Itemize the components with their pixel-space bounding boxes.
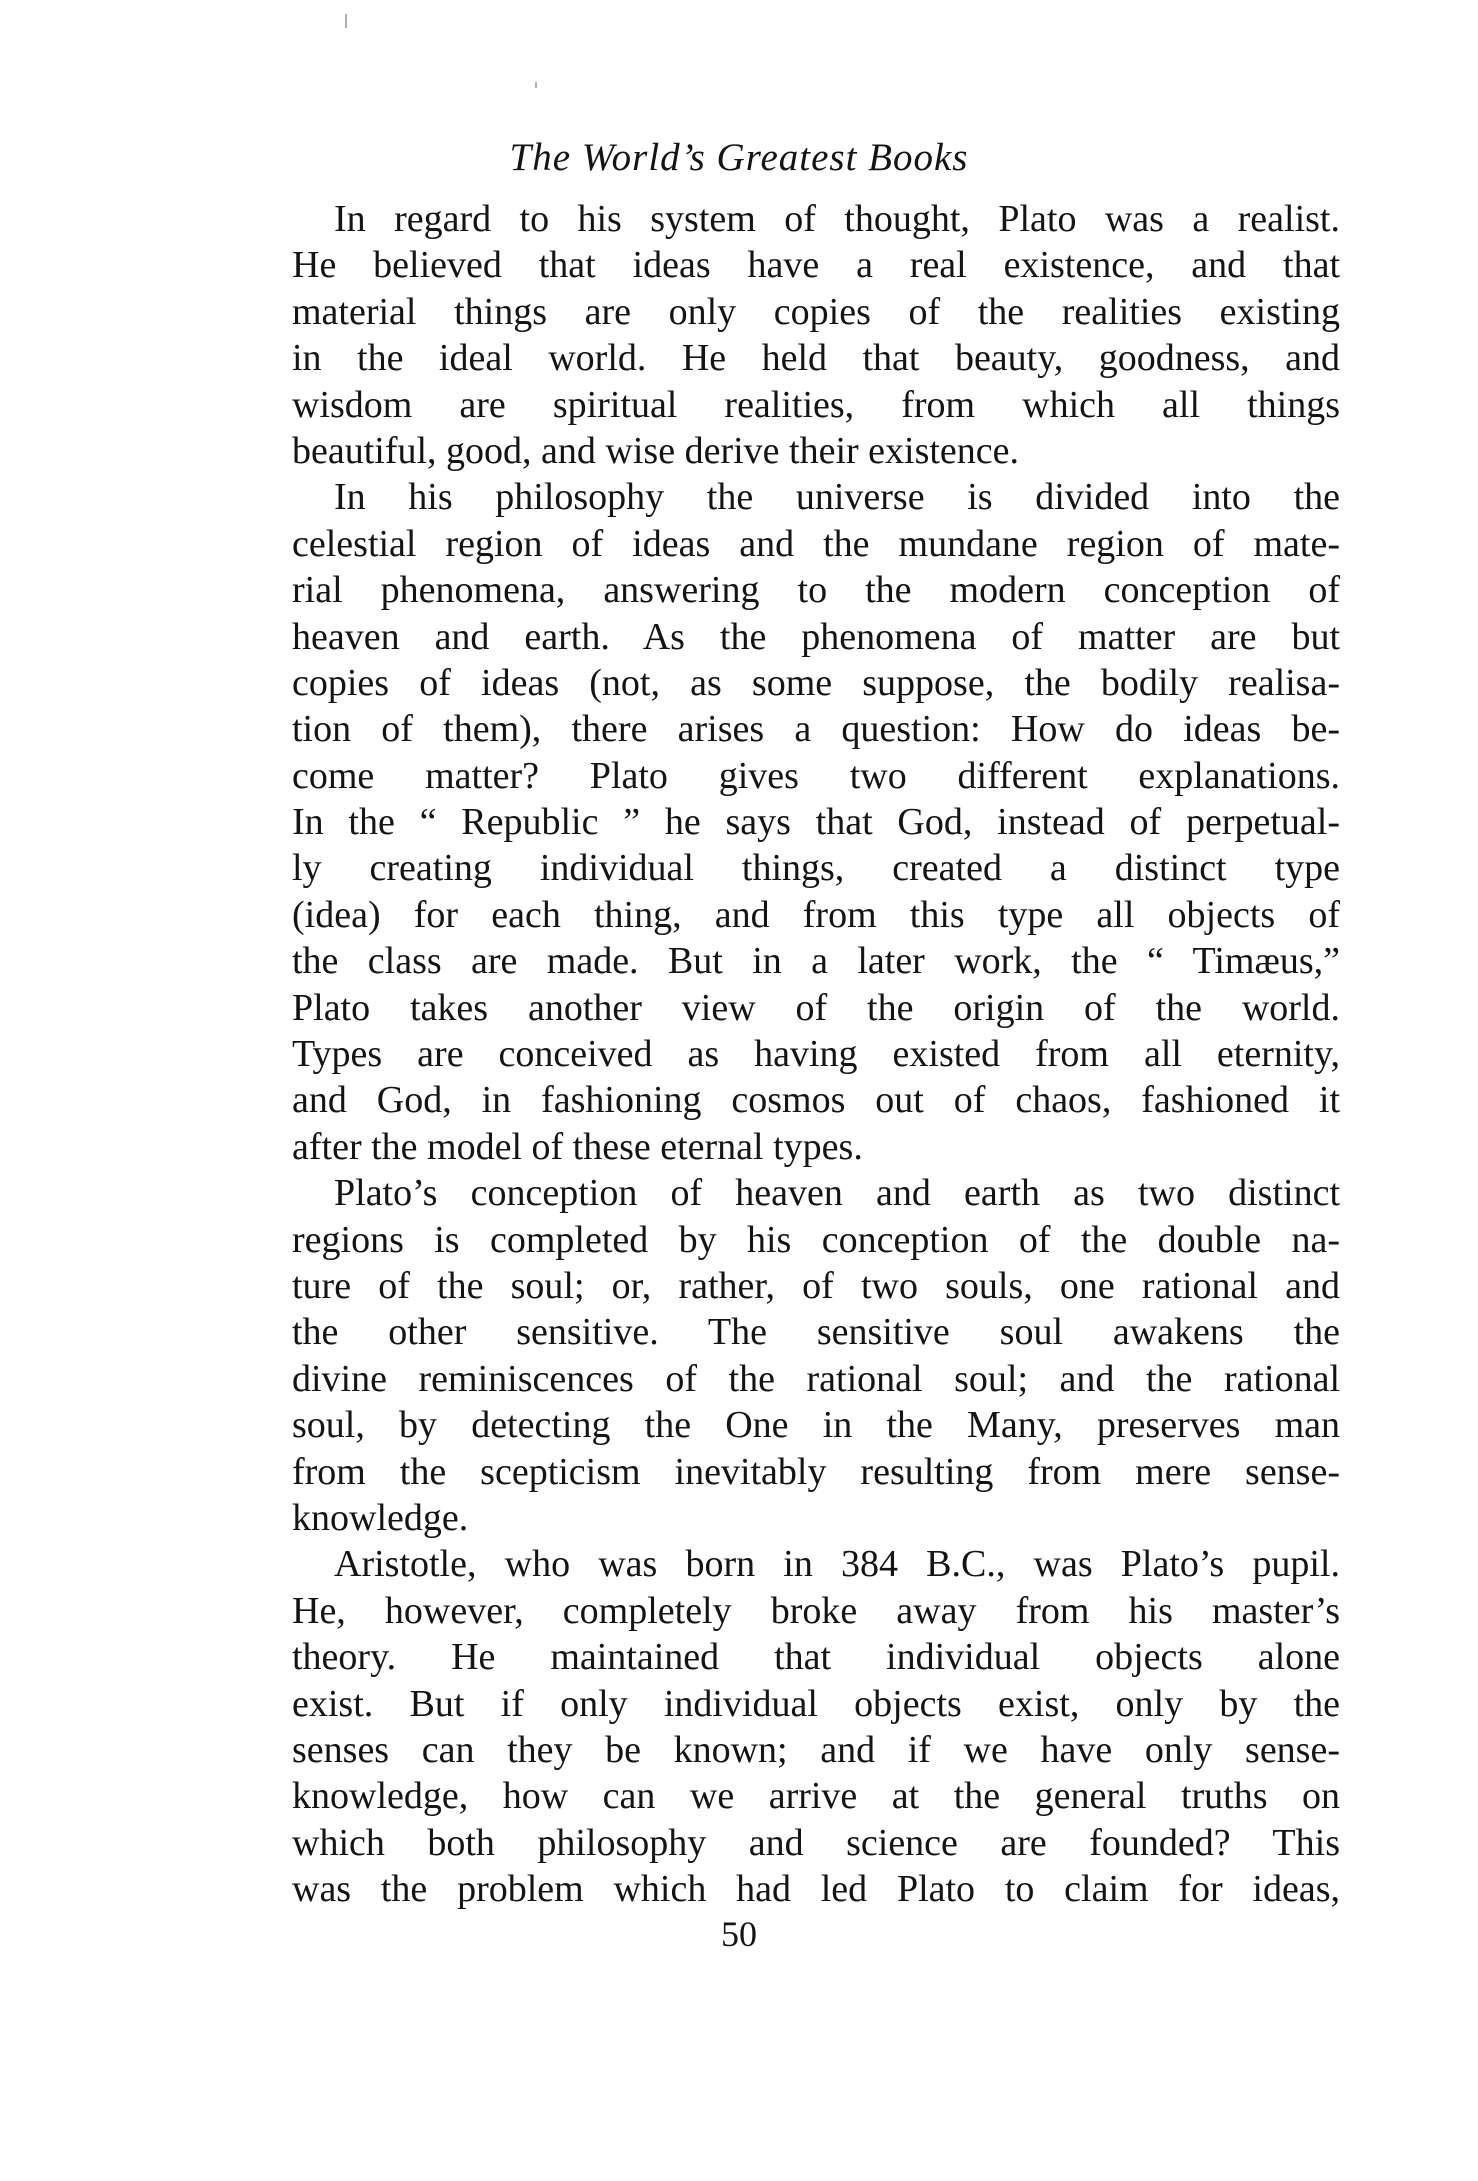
text-line: (idea) for each thing, and from this type all objects of <box>292 893 1340 936</box>
text-line: beautiful, good, and wise derive their existence. <box>292 429 1020 472</box>
text-line: In the “ Republic ” he says that God, instead of perpetual- <box>292 801 1340 844</box>
text-line: He believed that ideas have a real existence, and that <box>292 244 1340 287</box>
text-line: theory. He maintained that individual objects alone <box>292 1636 1340 1679</box>
text-line: wisdom are spiritual realities, from which all things <box>292 383 1340 426</box>
text-line: soul, by detecting the One in the Many, preserves man <box>292 1404 1340 1447</box>
text-line: In regard to his system of thought, Plato was a realist. <box>334 198 1340 240</box>
scan-speck <box>535 82 537 88</box>
text-line: knowledge, how can we arrive at the general truths on <box>292 1775 1340 1818</box>
text-line: the other sensitive. The sensitive soul awakens the <box>292 1311 1340 1354</box>
text-line: heaven and earth. As the phenomena of matter are but <box>292 615 1340 658</box>
text-line: Plato takes another view of the origin of the world. <box>292 986 1340 1029</box>
text-line: knowledge. <box>292 1496 469 1539</box>
text-line: tion of them), there arises a question: How do ideas be- <box>292 708 1340 751</box>
text-line: ture of the soul; or, rather, of two souls, one rational and <box>292 1264 1340 1307</box>
text-line: Plato’s conception of heaven and earth as two distinct <box>334 1172 1340 1215</box>
text-line: Aristotle, who was born in 384 B.C., was Plato’s pupil. <box>334 1543 1340 1586</box>
text-line: ly creating individual things, created a distinct type <box>292 847 1340 890</box>
text-line: celestial region of ideas and the mundane region of mate- <box>292 522 1340 565</box>
text-line: senses can they be known; and if we have only sense- <box>292 1728 1340 1771</box>
page-number: 50 <box>721 1914 757 1954</box>
text-line: He, however, completely broke away from his master’s <box>292 1589 1340 1632</box>
text-line: from the scepticism inevitably resulting from mere sense- <box>292 1450 1340 1493</box>
text-line: In his philosophy the universe is divided into the <box>334 476 1340 519</box>
text-line: in the ideal world. He held that beauty, goodness, and <box>292 337 1340 380</box>
text-line: regions is completed by his conception of the double na- <box>292 1218 1340 1261</box>
body-text <box>292 196 1340 1912</box>
running-head: The World’s Greatest Books <box>509 136 969 179</box>
text-line: was the problem which had led Plato to claim for ideas, <box>292 1868 1340 1911</box>
text-line: and God, in fashioning cosmos out of chaos, fashioned it <box>292 1079 1340 1122</box>
text-line: material things are only copies of the realities existing <box>292 290 1340 333</box>
text-line: which both philosophy and science are founded? This <box>292 1821 1340 1864</box>
text-line: the class are made. But in a later work, the “ Timæus,” <box>292 940 1340 983</box>
text-line: rial phenomena, answering to the modern conception of <box>292 569 1340 612</box>
text-line: after the model of these eternal types. <box>292 1125 863 1168</box>
text-line: copies of ideas (not, as some suppose, the bodily realisa- <box>292 661 1340 704</box>
text-line: exist. But if only individual objects exist, only by the <box>292 1682 1340 1725</box>
text-line: come matter? Plato gives two different explanations. <box>292 754 1340 797</box>
text-line: divine reminiscences of the rational soul; and the rational <box>292 1357 1340 1400</box>
scan-speck <box>345 14 347 28</box>
text-line: Types are conceived as having existed from all eternity, <box>292 1033 1340 1076</box>
